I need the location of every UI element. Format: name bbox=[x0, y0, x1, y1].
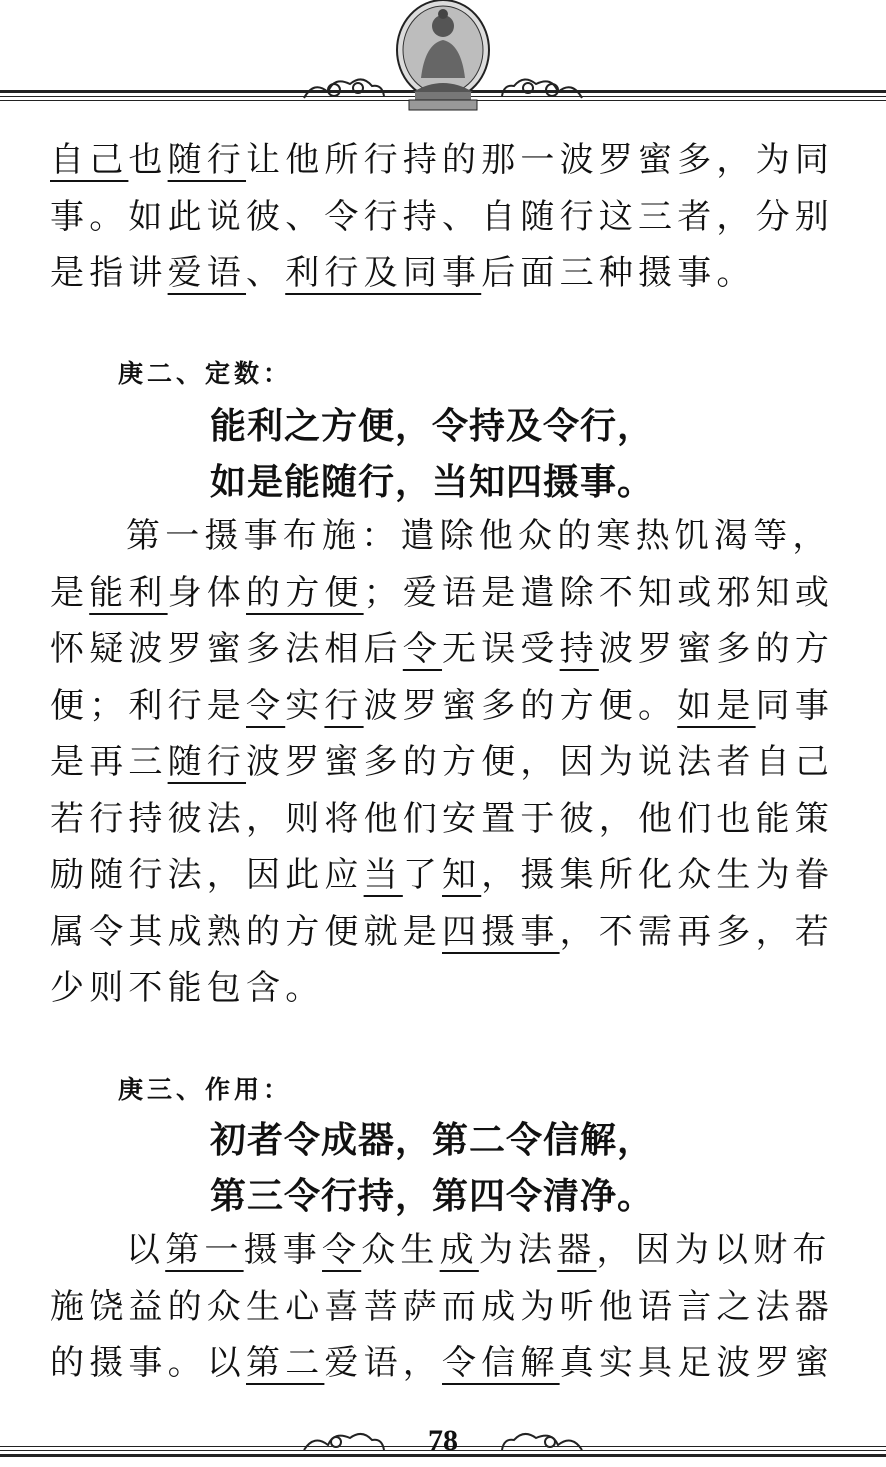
text-segment: 为法 bbox=[478, 1230, 558, 1270]
text-line bbox=[50, 1287, 834, 1327]
text-line bbox=[50, 516, 832, 556]
verse-3 bbox=[210, 1112, 654, 1224]
underlined-term: 器 bbox=[557, 1230, 597, 1270]
section-heading-3: 庚三、作用： bbox=[118, 1077, 293, 1104]
text-segment: 摄事 bbox=[243, 1230, 323, 1270]
cloud-ornament-icon bbox=[498, 70, 586, 106]
underlined-term: 四摄事 bbox=[442, 911, 560, 952]
text-segment: 身体 bbox=[167, 572, 247, 613]
text-line bbox=[50, 1230, 832, 1270]
text-segment: 让他所行持的那一波罗蜜多，为同 bbox=[246, 140, 835, 180]
text-segment: 若行持彼法，则将他们安置于彼，他们也能策 bbox=[50, 798, 834, 839]
underlined-term: 爱语 bbox=[167, 253, 247, 293]
verse-3-line-2: 第三令行持，第四令清净。 bbox=[210, 1175, 655, 1216]
text-segment: ；爱语是遣除不知或邪知或 bbox=[363, 572, 835, 613]
paragraph-1-text bbox=[50, 132, 836, 302]
text-segment: 的摄事。以 bbox=[50, 1343, 246, 1383]
text-segment: 第一摄事布施：遣除他众的寒热饥渴等， bbox=[126, 516, 832, 556]
underlined-term: 的方便 bbox=[246, 572, 364, 613]
text-segment: 也 bbox=[128, 140, 168, 180]
text-segment: 无误受 bbox=[442, 629, 560, 669]
text-line bbox=[50, 912, 834, 952]
text-segment: 真实具足波罗蜜 bbox=[559, 1343, 835, 1383]
paragraph-3-text bbox=[50, 1222, 836, 1392]
text-segment: 波罗蜜多的方 bbox=[598, 629, 835, 669]
paragraph-1 bbox=[50, 132, 836, 302]
underlined-term: 随行 bbox=[167, 742, 247, 782]
text-segment: 便；利行是 bbox=[50, 685, 246, 726]
text-line bbox=[50, 799, 834, 839]
text-segment: ，因为以财布 bbox=[596, 1230, 832, 1270]
text-segment: 是再三 bbox=[50, 742, 168, 782]
text-segment: 是 bbox=[50, 572, 90, 613]
text-segment: 事。如此说彼、令行持、自随行这三者，分别 bbox=[50, 196, 834, 237]
text-segment: 少则不能包含。 bbox=[50, 968, 325, 1008]
text-segment: 了 bbox=[402, 855, 443, 895]
text-line bbox=[50, 1343, 834, 1383]
page-number: 78 bbox=[428, 1424, 458, 1457]
underlined-term: 利行及同事 bbox=[285, 253, 482, 293]
underlined-term: 当 bbox=[363, 855, 403, 895]
text-segment: 波罗蜜多的方便。 bbox=[363, 685, 678, 726]
paragraph-2 bbox=[50, 508, 836, 1017]
text-line bbox=[50, 140, 834, 180]
section-heading-2: 庚二、定数： bbox=[118, 361, 293, 388]
paragraph-2-text bbox=[50, 508, 836, 1017]
text-segment: 、 bbox=[246, 253, 286, 293]
paragraph-3 bbox=[50, 1222, 836, 1392]
verse-2 bbox=[210, 398, 654, 510]
verse-2-line-1: 能利之方便，令持及令行， bbox=[210, 405, 655, 446]
underlined-term: 知 bbox=[442, 855, 482, 895]
text-line bbox=[50, 855, 834, 895]
text-segment: 以 bbox=[126, 1230, 166, 1270]
text-line bbox=[50, 742, 834, 782]
underlined-term: 成 bbox=[439, 1230, 479, 1270]
underlined-term: 行 bbox=[324, 685, 364, 726]
underlined-term: 能利 bbox=[89, 572, 168, 613]
verse-2-line-2: 如是能随行，当知四摄事。 bbox=[210, 461, 655, 502]
underlined-term: 如是 bbox=[677, 685, 756, 726]
text-line bbox=[50, 573, 834, 613]
text-segment: 属令其成熟的方便就是 bbox=[50, 911, 442, 952]
cloud-ornament-icon bbox=[300, 70, 388, 106]
text-line bbox=[50, 968, 324, 1008]
underlined-term: 令 bbox=[246, 685, 286, 726]
text-line bbox=[50, 629, 834, 669]
underlined-term: 持 bbox=[559, 629, 599, 669]
text-segment: 波罗蜜多的方便，因为说法者自己 bbox=[246, 742, 835, 782]
text-line bbox=[50, 253, 756, 293]
text-segment: 实 bbox=[285, 685, 325, 726]
underlined-term: 第二 bbox=[246, 1343, 325, 1383]
text-segment: 是指讲 bbox=[50, 253, 168, 293]
text-segment: 爱语， bbox=[324, 1343, 443, 1383]
text-segment: 怀疑波罗蜜多法相后 bbox=[50, 629, 403, 669]
underlined-term: 令信解 bbox=[442, 1343, 560, 1383]
underlined-term: 随行 bbox=[167, 140, 247, 180]
text-segment: 众生 bbox=[361, 1230, 440, 1270]
text-segment: 施饶益的众生心喜菩萨而成为听他语言之法器 bbox=[50, 1286, 834, 1327]
text-segment: 同事 bbox=[755, 685, 835, 726]
underlined-term: 第一 bbox=[165, 1230, 244, 1270]
text-line bbox=[50, 686, 834, 726]
text-segment: 后面三种摄事。 bbox=[481, 253, 756, 293]
underlined-term: 自己 bbox=[50, 140, 129, 180]
buddha-emblem-icon bbox=[393, 0, 493, 112]
underlined-term: 令 bbox=[322, 1230, 362, 1270]
verse-3-line-1: 初者令成器，第二令信解， bbox=[210, 1119, 655, 1160]
text-segment: ，摄集所化众生为眷 bbox=[481, 855, 835, 895]
text-segment: 励随行法，因此应 bbox=[50, 855, 364, 895]
underlined-term: 令 bbox=[402, 629, 443, 669]
text-segment: ，不需再多，若 bbox=[559, 911, 835, 952]
text-line bbox=[50, 197, 834, 237]
